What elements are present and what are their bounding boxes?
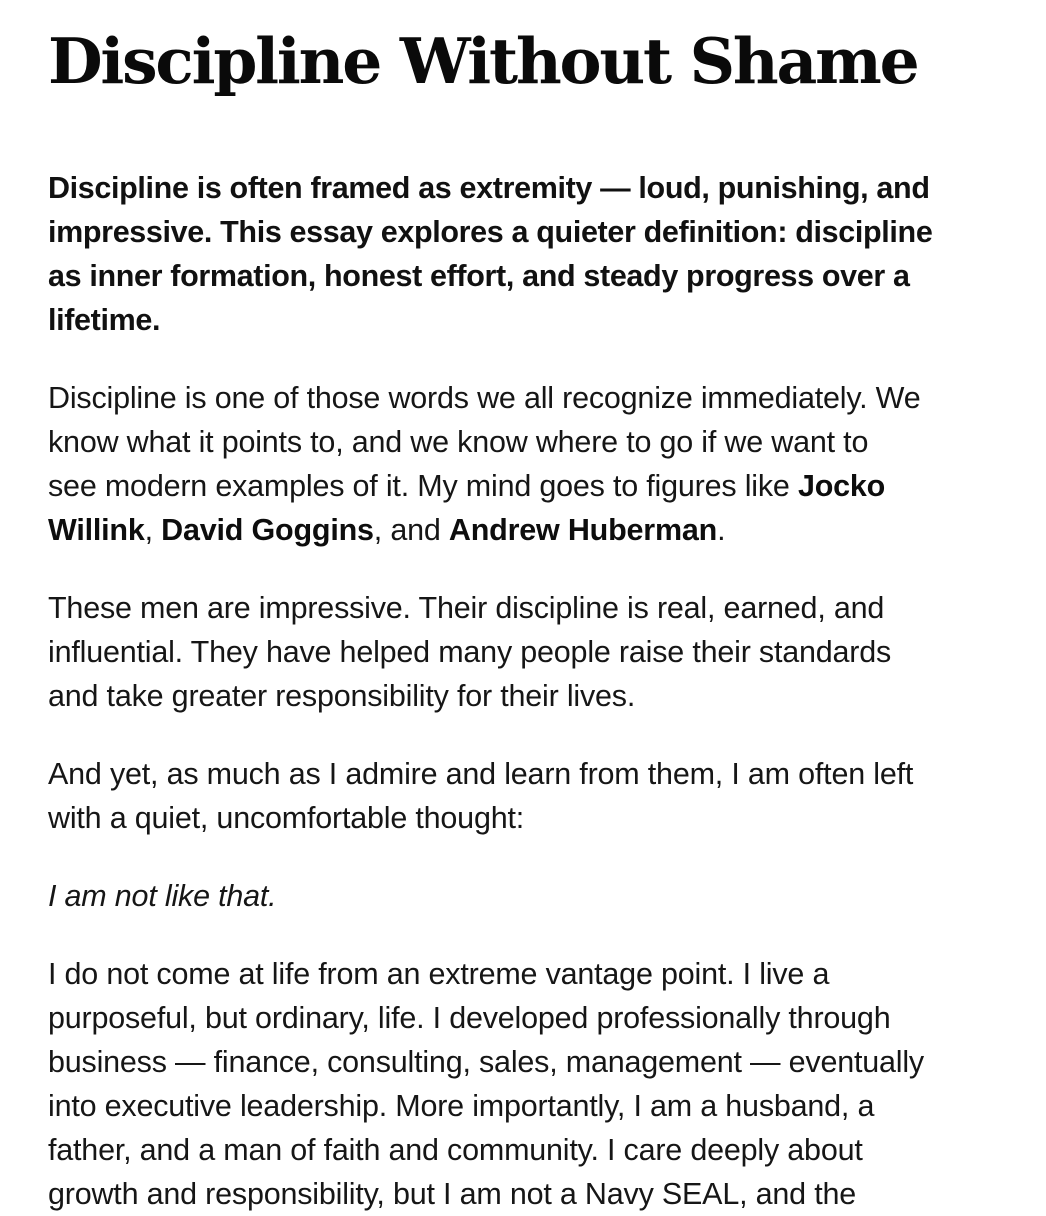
period: . [717, 513, 726, 547]
article-dek: Discipline is often framed as extremity — loud, punishing, and impressive. This essay explores a quieter definition: discipline as inner formation, honest effort, and steady progress over a lifetime. [48, 171, 933, 337]
separator: , and [373, 513, 449, 547]
paragraph-5: I do not come at life from an extreme vantage point. I live a purposeful, but ordinary, life. I developed professionally through business — finance, consulting, sales, management — eventually into executive leadership. More importantly, I am a husband, a father, and a man of faith and community. I care deeply about growth and responsibility, but I am not a Navy SEAL, and the [48, 957, 924, 1211]
paragraph-3: And yet, as much as I admire and learn from them, I am often left with a quiet, uncomfortable thought: [48, 757, 914, 835]
article-title: Discipline Without Shame [48, 24, 918, 98]
name-andrew-huberman: Andrew Huberman [448, 513, 718, 547]
separator: , [144, 513, 162, 547]
name-david-goggins: David Goggins [161, 513, 374, 547]
article [48, 0, 1046, 1216]
paragraph-1-text: Discipline is one of those words we all recognize immediately. We know what it points to, and we know where to go if we want to see modern examples of it. My mind goes to figures like [48, 381, 921, 503]
paragraph-1 [48, 376, 1046, 552]
paragraph-4-italic: I am not like that. [48, 879, 277, 913]
paragraph-2: These men are impressive. Their discipline is real, earned, and influential. They have helped many people raise their standards and take greater responsibility for their lives. [48, 591, 892, 713]
name-jocko-willink: Jocko Willink [48, 469, 886, 547]
